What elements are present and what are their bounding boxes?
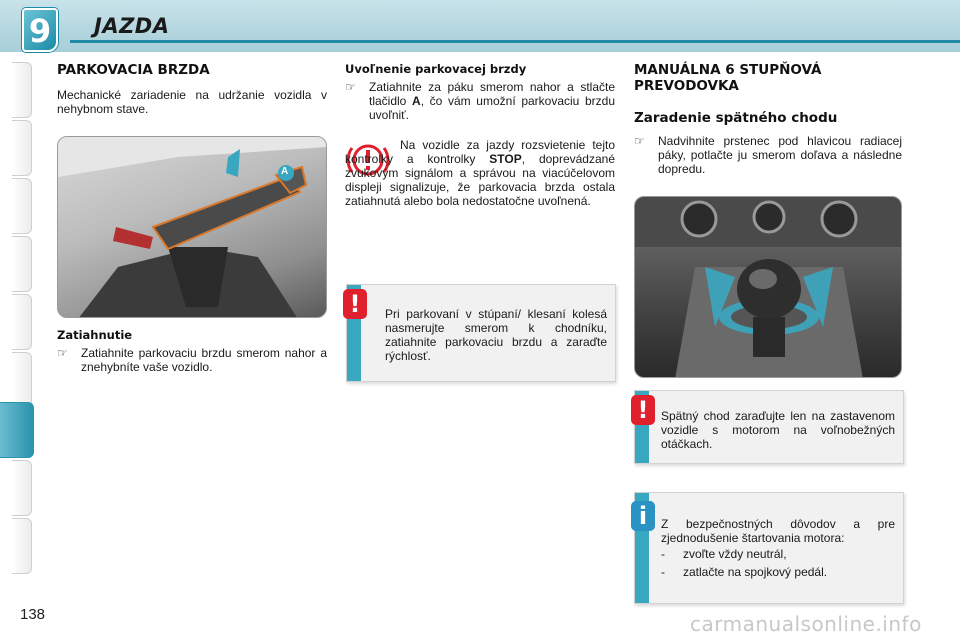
brake-warning-text xyxy=(345,138,615,208)
chapter-tab[interactable] xyxy=(12,352,32,408)
bullet-hand-icon: ☞ xyxy=(57,346,68,360)
list-item xyxy=(661,547,895,561)
chapter-tab[interactable] xyxy=(12,236,32,292)
chapter-tab[interactable] xyxy=(12,518,32,574)
chapter-tab[interactable] xyxy=(12,120,32,176)
reverse-gear-warning-text: Spätný chod zaraďujte len na zastavenom vozidle s motorom na voľnobežných otáčkach. xyxy=(661,409,895,451)
chapter-tab-active[interactable] xyxy=(0,402,34,458)
safety-info-text xyxy=(661,517,895,579)
release-text-end: , čo vám umožní parkovaciu brzdu uvoľniť. xyxy=(369,94,616,122)
list-dash: - xyxy=(661,565,665,579)
parking-slope-warning-box xyxy=(346,284,616,382)
gear-lever-photo xyxy=(634,196,902,378)
safety-info-intro: Z bezpečnostných dôvodov a pre zjednodušenie štartovania motora: xyxy=(661,517,895,545)
chapter-tab[interactable] xyxy=(12,178,32,234)
release-brake-bullet xyxy=(345,80,615,122)
list-dash: - xyxy=(661,547,665,561)
reverse-gear-warning-box xyxy=(634,390,904,464)
parking-brake-photo xyxy=(57,136,327,318)
safety-info-item-clutch: zatlačte na spojkový pedál. xyxy=(683,565,828,579)
release-brake-text xyxy=(369,80,615,122)
release-text-start: Zatiahnite za páku smerom nahor a stlačte tlačidlo xyxy=(369,80,615,108)
release-brake-title: Uvoľnenie parkovacej brzdy xyxy=(345,62,527,76)
parking-brake-title: PARKOVACIA BRZDA xyxy=(57,62,210,78)
gear-lever-illustration xyxy=(635,197,902,378)
safety-info-box xyxy=(634,492,904,604)
header-underline xyxy=(70,40,960,43)
gearbox-title xyxy=(634,62,822,94)
apply-brake-text: Zatiahnite parkovaciu brzdu smerom nahor a znehybníte vaše vozidlo. xyxy=(81,346,327,374)
chapter-number-badge: 9 xyxy=(22,8,58,52)
warning-icon: ! xyxy=(631,395,655,425)
info-icon: i xyxy=(631,501,655,531)
chapter-tabs xyxy=(0,62,34,572)
warning-icon: ! xyxy=(343,289,367,319)
bullet-hand-icon: ☞ xyxy=(634,134,645,148)
apply-brake-bullet xyxy=(57,346,327,374)
parking-brake-illustration xyxy=(58,137,327,318)
parking-slope-warning-text: Pri parkovaní v stúpaní/ klesaní kolesá nasmerujte smerom k chodníku, zatiahnite parkovaciu brzdu a zaraďte rýchlosť. xyxy=(385,307,607,363)
warning-text-start: Na vozidle za jazdy rozsvietenie tejto kontrolky a kontrolky xyxy=(345,138,615,166)
watermark: carmanualsonline.info xyxy=(690,612,922,636)
safety-info-item-neutral: zvoľte vždy neutrál, xyxy=(683,547,787,561)
button-a-label: A xyxy=(281,166,289,177)
gearbox-title-line2: PREVODOVKA xyxy=(634,78,739,94)
page-number: 138 xyxy=(20,606,46,623)
reverse-gear-title: Zaradenie spätného chodu xyxy=(634,110,838,126)
chapter-tab[interactable] xyxy=(12,62,32,118)
list-item xyxy=(661,565,895,579)
release-text-button: A xyxy=(412,94,421,108)
gearbox-title-line1: MANUÁLNA 6 STUPŇOVÁ xyxy=(634,62,822,78)
reverse-gear-text: Nadvihnite prstenec pod hlavicou radiacej páky, potlačte ju smerom doľava a následne dopredu. xyxy=(658,134,902,176)
chapter-tab[interactable] xyxy=(12,294,32,350)
warning-text-end: , doprevádzané zvukovým signálom a správou na viacúčelovom displeji signalizuje, že parkovacia brzda ostala zatiahnutá alebo bola nedostatočne uvoľnená. xyxy=(345,152,615,208)
chapter-tab[interactable] xyxy=(12,460,32,516)
apply-brake-title: Zatiahnutie xyxy=(57,328,133,342)
bullet-hand-icon: ☞ xyxy=(345,80,356,94)
reverse-gear-bullet xyxy=(634,134,902,176)
parking-brake-intro: Mechanické zariadenie na udržanie vozidla v nehybnom stave. xyxy=(57,88,327,116)
chapter-title: JAZDA xyxy=(94,14,170,38)
warning-text-stop: STOP xyxy=(489,152,522,166)
